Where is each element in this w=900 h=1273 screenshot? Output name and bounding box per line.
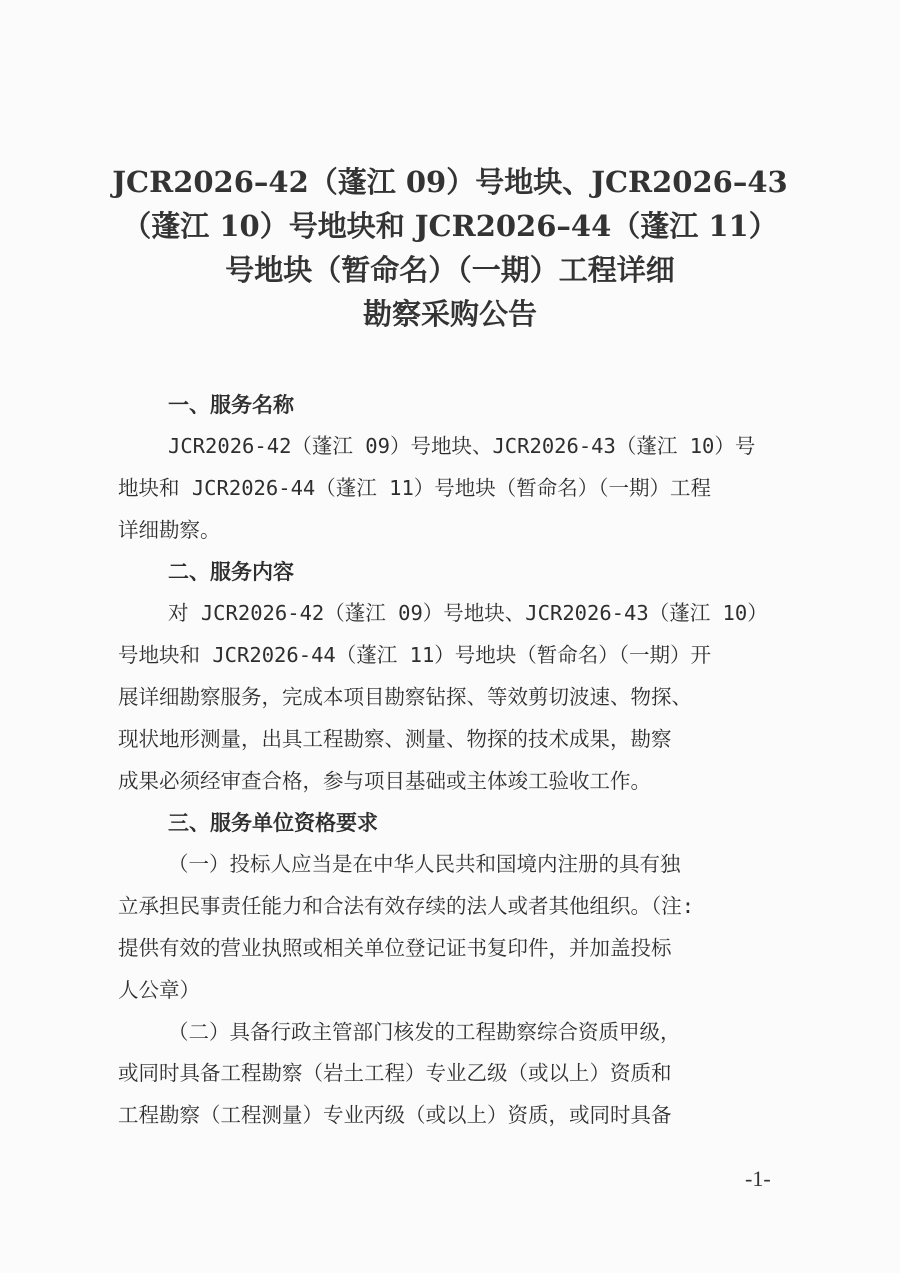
document-body bbox=[118, 384, 778, 1137]
paragraph-line: 现状地形测量，出具工程勘察、测量、物探的技术成果，勘察 bbox=[118, 726, 672, 751]
paragraph bbox=[118, 844, 778, 1011]
paragraph-line: 或同时具备工程勘察（岩土工程）专业乙级（或以上）资质和 bbox=[118, 1061, 672, 1086]
paragraph-line: 对 JCR2026-42（蓬江 09）号地块、JCR2026-43（蓬江 10） bbox=[168, 601, 768, 626]
title-line: JCR2026–42（蓬江 09）号地块、JCR2026–43 bbox=[112, 165, 788, 199]
section-heading-service-name: 一、服务名称 bbox=[168, 393, 294, 417]
title-line: （蓬江 10）号地块和 JCR2026–44（蓬江 11） bbox=[122, 209, 778, 243]
section-heading-qualification: 三、服务单位资格要求 bbox=[168, 811, 378, 836]
paragraph-line: 号地块和 JCR2026-44（蓬江 11）号地块（暂命名）（一期）开 bbox=[118, 643, 712, 668]
paragraph-line: 提供有效的营业执照或相关单位登记证书复印件，并加盖投标 bbox=[118, 935, 672, 960]
paragraph-line: 展详细勘察服务，完成本项目勘察钻探、等效剪切波速、物探、 bbox=[118, 684, 692, 709]
paragraph-line: 成果必须经审查合格，参与项目基础或主体竣工验收工作。 bbox=[118, 768, 651, 793]
paragraph-line: 工程勘察（工程测量）专业丙级（或以上）资质，或同时具备 bbox=[118, 1103, 672, 1128]
paragraph bbox=[118, 1012, 778, 1137]
paragraph-line: （一）投标人应当是在中华人民共和国境内注册的具有独 bbox=[168, 852, 681, 877]
paragraph bbox=[118, 593, 778, 802]
paragraph-line: 立承担民事责任能力和合法有效存续的法人或者其他组织。（注: bbox=[118, 894, 695, 919]
paragraph-line: JCR2026-42（蓬江 09）号地块、JCR2026-43（蓬江 10）号 bbox=[168, 434, 756, 458]
paragraph-line: 地块和 JCR2026-44（蓬江 11）号地块（暂命名）（一期）工程 bbox=[118, 475, 712, 500]
paragraph-line: 详细勘察。 bbox=[118, 517, 221, 542]
document-title bbox=[100, 160, 800, 336]
title-line: 勘察采购公告 bbox=[362, 297, 537, 331]
section-heading-service-content: 二、服务内容 bbox=[168, 560, 294, 585]
paragraph bbox=[118, 426, 778, 551]
title-line: 号地块（暂命名）（一期）工程详细 bbox=[225, 253, 675, 287]
paragraph-line: 人公章） bbox=[118, 977, 200, 1002]
page-number: -1- bbox=[745, 1166, 771, 1191]
paragraph-line: （二）具备行政主管部门核发的工程勘察综合资质甲级， bbox=[168, 1019, 681, 1044]
